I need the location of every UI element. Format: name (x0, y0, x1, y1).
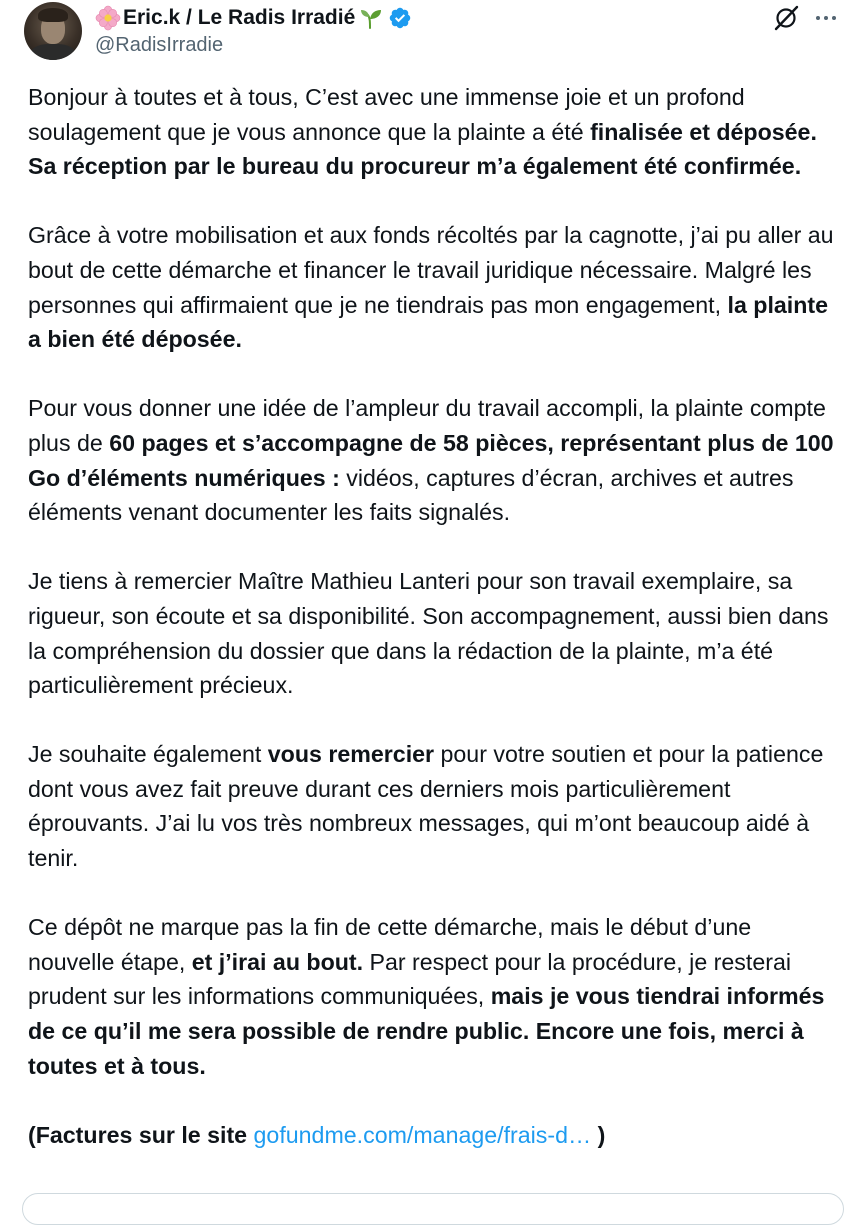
quoted-card-edge[interactable] (22, 1193, 844, 1225)
paragraph-4: Je tiens à remercier Maître Mathieu Lanteri pour son travail exemplaire, sa rigueur, son écoute et sa disponibilité. Son accompagnement, aussi bien dans la compréhension du dossier que dans la rédaction de la plainte, m’a été particulièrement précieux. (28, 568, 829, 699)
sprout-icon (359, 6, 383, 30)
more-dots-icon[interactable] (814, 6, 838, 30)
avatar[interactable] (24, 2, 82, 60)
paragraph-6: Ce dépôt ne marque pas la fin de cette démarche, mais le début d’une nouvelle étape, et j’irai au bout. Par respect pour la procédure, je resterai prudent sur les informations communiquées, mais je vous tiendrai informés de ce qu’il me sera possible de rendre public. Encore une fois, merci à toutes et à tous. (28, 914, 825, 1079)
paragraph-1: Bonjour à toutes et à tous, C’est avec une immense joie et un profond soulagement que je vous annonce que la plainte a été finalisée et déposée. Sa réception par le bureau du procureur m’a également été confirmée. (28, 84, 817, 180)
author-handle[interactable]: @RadisIrradie (95, 34, 224, 56)
gofundme-link[interactable]: gofundme.com/manage/frais-d… (253, 1121, 592, 1148)
invoice-line: (Factures sur le site gofundme.com/manage/frais-d… ) (28, 1121, 606, 1148)
author-name-row[interactable] (95, 4, 412, 32)
tweet-header (0, 0, 863, 70)
tweet-body (28, 80, 840, 1152)
flower-icon (95, 5, 121, 31)
paragraph-3: Pour vous donner une idée de l’ampleur du travail accompli, la plainte compte plus de 60 pages et s’accompagne de 58 pièces, représentant plus de 100 Go d’éléments numériques : vidéos, captures d’écran, archives et autres éléments venant documenter les faits signalés. (28, 395, 834, 526)
paragraph-2: Grâce à votre mobilisation et aux fonds récoltés par la cagnotte, j’ai pu aller au bout de cette démarche et financer le travail juridique nécessaire. Malgré les personnes qui affirmaient que je ne tiendrais pas mon engagement, la plainte a bien été déposée. (28, 222, 834, 353)
display-name[interactable]: Eric.k / Le Radis Irradié (123, 6, 356, 29)
verified-badge-icon[interactable] (388, 6, 412, 30)
paragraph-5: Je souhaite également vous remercier pour votre soutien et pour la patience dont vous avez fait preuve durant ces derniers mois particulièrement éprouvants. J’ai lu vos très nombreux messages, qui m’ont beaucoup aidé à tenir. (28, 741, 824, 872)
grok-slash-icon[interactable] (772, 4, 800, 32)
